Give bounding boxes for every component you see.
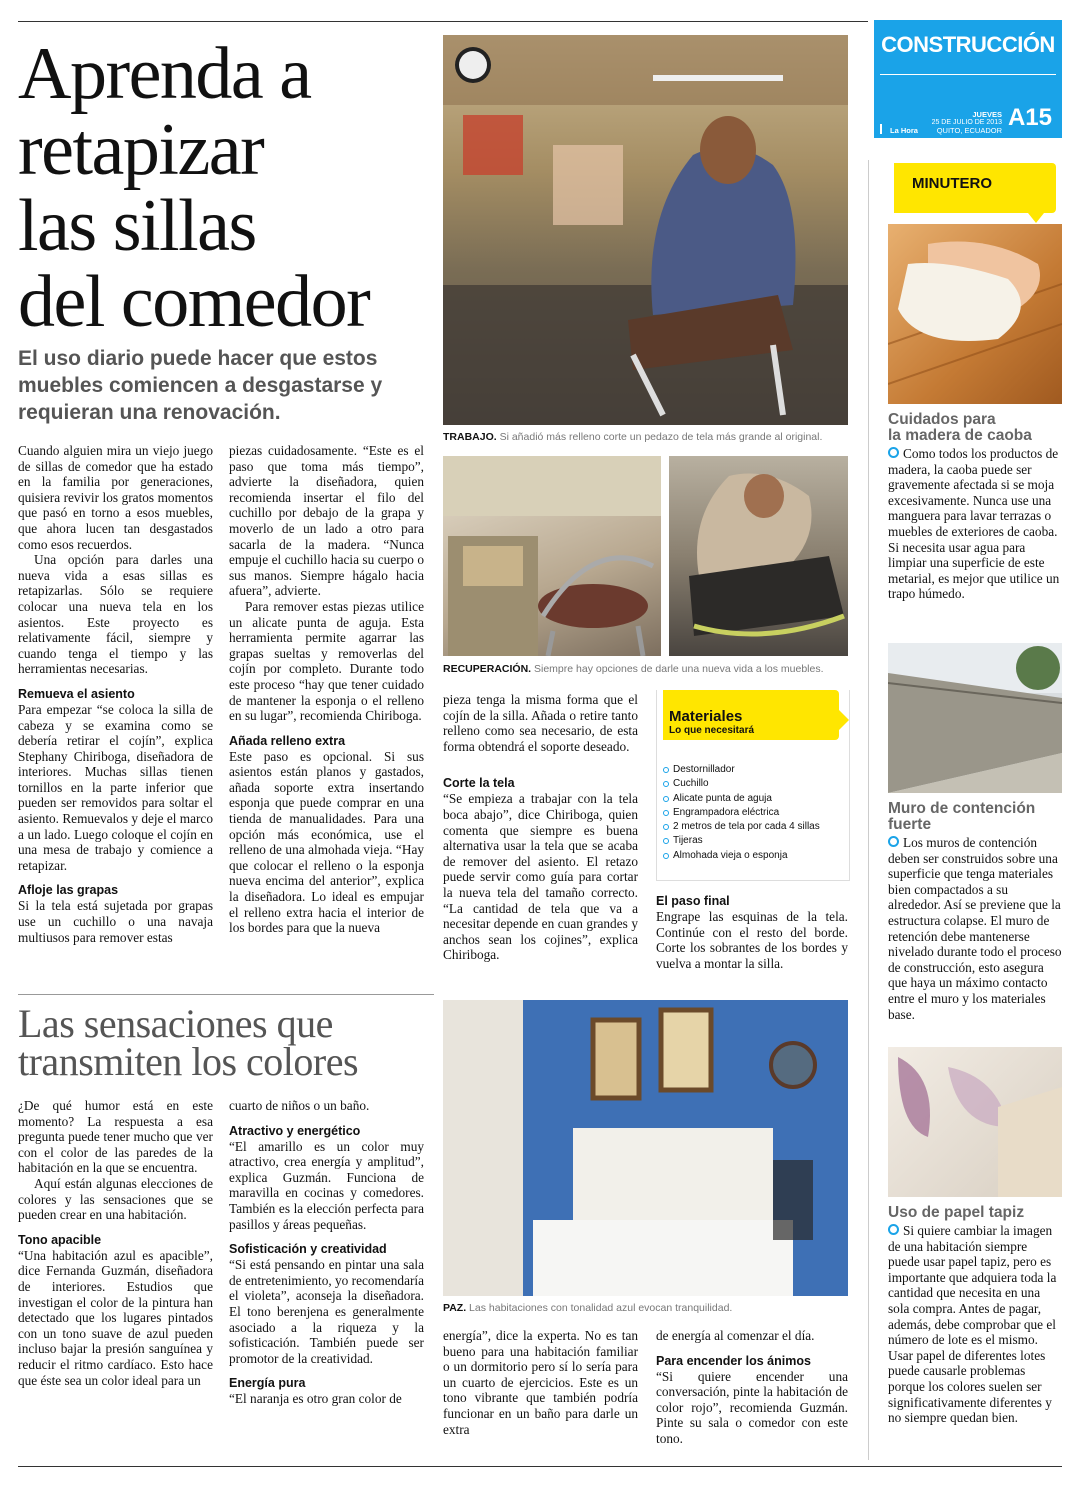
list-item: Cuchillo <box>663 777 843 791</box>
article1-deck: El uso diario puede hacer que estos muebles comiencen a desgastarse y requieran una renovación. <box>18 347 383 424</box>
sidebar-item-title: Uso de papel tapiz <box>888 1204 1025 1221</box>
caption-trabajo: TRABAJO. Si añadió más relleno corte un pedazo de tela más grande al original. <box>443 431 823 443</box>
photo-papel-tapiz <box>888 1047 1062 1197</box>
caption-paz: PAZ. Las habitaciones con tonalidad azul evocan tranquilidad. <box>443 1302 733 1314</box>
sidebar-divider <box>868 160 869 1460</box>
wood-cleaning-illustration <box>888 224 1062 404</box>
list-item: Destornillador <box>663 763 843 777</box>
issue-city: QUITO, ECUADOR <box>936 126 1002 135</box>
article1-col1: Cuando alguien mira un viejo juego de sillas de comedor que ha estado en la familia por generaciones, quisiera revivir los gratos momentos que pasó en torno a esos muebles, que ahora lucen tan desgastados como esos recuerdos. Una opción para darles una nueva vida a esas sillas es retapizarlas. Sólo se requiere colocar una nueva tela en los asientos. Este proyecto es relativamente fácil, siempre y cuando tenga el tiempo y las herramientas necesarias. Remueva el asiento Para empezar “se coloca la silla de cabeza y se examina como se debería retirar el cojín”, explica Stephany Chiriboga, diseñadora de interiores. Muchas sillas tienen tornillos en la parte inferior que pueden ser removidos para soltar el asiento. Remuevalos y deje el marco a un lado. Luego coloque el cojín en una mesa de trabajo y comience a retapizar. Afloje las grapas Si la tela está sujetada por grapas use un cuchillo o una navaja multiusos para remover estas <box>18 443 213 945</box>
sidebar-item-title: Muro de contención fuerte <box>888 800 1036 833</box>
retaining-wall-illustration <box>888 643 1062 793</box>
fabric-samples-illustration <box>443 456 661 656</box>
page-number: A15 <box>1007 104 1052 131</box>
wallpaper-illustration <box>888 1047 1062 1197</box>
bottom-rule <box>18 1466 1062 1467</box>
article2-col2: cuarto de niños o un baño. Atractivo y energético “El amarillo es un color muy atractivo, crea energía y amplitud”, explica Guzmán. Funciona de maravilla en cocinas y comedores. También es la elección perfecta para pasillos y áreas pequeñas. Sofisticación y creatividad “Si está pensando en pintar una sala de entretenimiento, yo recomendaría el violeta”, aconseja la diseñadora. El tono berenjena es generalmente asociado a la riqueza y la sofisticación. También puede ser promotor de la creatividad. Energía pura “El naranja es otro gran color de <box>229 1098 424 1407</box>
article2-col3: energía”, dice la experta. No es tan bueno para una habitación familiar o un dormitorio pero sí lo sería para un cuarto de ejercicios. Este es un tono vibrante que también podría funcionar en un baño para darle un extra <box>443 1328 638 1437</box>
materials-subtitle: Lo que necesitará <box>669 725 755 736</box>
top-rule <box>18 21 868 22</box>
chair-seat-illustration <box>669 456 848 656</box>
photo-trabajo <box>443 35 848 425</box>
bullet-icon <box>888 1224 899 1235</box>
minutero-label: MINUTERO <box>912 175 992 192</box>
list-item: Engrampadora eléctrica <box>663 806 843 820</box>
photo-fabrics <box>443 456 661 656</box>
photo-bedroom <box>443 1000 848 1296</box>
sidebar-item-body: Como todos los productos de madera, la caoba puede ser gravemente afectada si se moja excesivamente. Nunca use una manguera para lavar terrazas o muebles de exteriores de caoba. Si necesita usar agua para limpiar una superficie de este metarial, es mejor que utilice un trapo húmedo. <box>888 446 1060 602</box>
sidebar-item-body: Si quiere cambiar la imagen de una habitación siempre puede usar papel tapiz, pero es importante que adquiera toda la cantidad que necesita en una sola compra. Antes de pagar, además, debe comprobar que el número de lote es el mismo. Usar papel de diferentes lotes puede causarle problemas porque los colores suelen ser significativamente diferentes y no siempre quedan bien. <box>888 1223 1057 1426</box>
list-item: Tijeras <box>663 834 843 848</box>
list-item: Almohada vieja o esponja <box>663 849 843 863</box>
bullet-icon <box>888 836 899 847</box>
photo-chair-seat <box>669 456 848 656</box>
photo-caoba <box>888 224 1062 404</box>
section-header <box>874 20 1062 138</box>
materials-list <box>663 763 843 863</box>
article2-headline: Las sensaciones que transmiten los colores <box>18 1001 359 1084</box>
caption-recuperacion: RECUPERACIÓN. Siempre hay opciones de darle una nueva vida a los muebles. <box>443 663 824 675</box>
article2-col4: de energía al comenzar el día. Para encender los ánimos “Si quiere encender una conversación, pinte la habitación de color rojo”, recomienda Guzmán. Pinte su sala o comedor con este tono. <box>656 1328 848 1446</box>
sidebar-item-3 <box>888 1205 1062 1426</box>
blue-bedroom-illustration <box>443 1000 848 1296</box>
article1-col2: piezas cuidadosamente. “Este es el paso que toma más tiempo”, advierte la diseñadora, quien recomienda insertar el filo del cuchillo por debajo de la grapa y moverlo de un lado a otro para sacarla de la madera. “Nunca empuje el cuchillo hacia su cuerpo o sus manos. Siempre hágalo hacia afuera”, advierte. Para remover estas piezas utilice un alicate punta de aguja. Esta herramienta permite agarrar las grapas sueltas y removerlas del cojín por completo. Durante todo este proceso “hay que tener cuidado de mantener la esponja o el relleno en su lugar”, recomienda Chiriboga. Añada relleno extra Este paso es opcional. Si sus asientos están planos y gastados, añada soporte extra insertando esponja que puede comprar en una tienda de manualidades. Para una opción más económica, use el relleno de una almohada vieja. “Hay que colocar el relleno o la esponja nueva encima del anterior”, explica la diseñadora. Lo ideal es empujar el relleno extra hacia el interior de los bordes para que la nueva <box>229 443 424 936</box>
sidebar-item-1 <box>888 412 1062 602</box>
article1-col3: pieza tenga la misma forma que el cojín de la silla. Añada o retire tanto relleno como sea necesario, de esta forma obtendrá el soporte deseado. Corte la tela “Se empieza a trabajar con la tela boca abajo”, dice Chiriboga, quien comenta que siempre es buena alternativa usar la tela que se acaba de remover del asiento. El retazo puede servir como guía para cortar la nueva tela del tamaño correcto. “La cantidad de tela que va a necesitar depende en cuan grandes y anchos sean los cojines”, explica Chiriboga. <box>443 692 638 963</box>
materials-header <box>663 690 839 740</box>
issue-date: 25 DE JULIO DE 2013 <box>931 119 1002 126</box>
issue-day: JUEVES <box>972 110 1002 119</box>
section-title: CONSTRUCCIÓN <box>881 32 1055 57</box>
minutero-tag <box>894 163 1056 213</box>
paper-name: La Hora <box>890 126 918 135</box>
article1-final: El paso final Engrape las esquinas de la tela. Continúe con el resto del borde. Corte los sobrantes de los bordes y vuelva a montar la silla. <box>656 894 848 971</box>
list-item: Alicate punta de aguja <box>663 792 843 806</box>
article2-col1: ¿De qué humor está en este momento? La respuesta a esa pregunta puede tener mucho que ver con el color de las paredes de la habitación en la que se encuentra. Aquí están algunas elecciones de colores y las sensaciones que se pueden crear en una habitación. Tono apacible “Una habitación azul es apacible”, dice Fernanda Guzmán, diseñadora de interiores. Estudios que investigan el color de la pintura han detectado que los lugares pintados con un tono suave de azul pueden incluso bajar la presión sanguínea y reducir el ritmo cardíaco. Esto hace que éste sea un color ideal para un <box>18 1098 213 1388</box>
article1-headline: Aprenda a retapizar las sillas del comedor <box>18 33 370 343</box>
article2-rule <box>18 994 434 995</box>
upholsterer-illustration <box>443 35 848 425</box>
list-item: 2 metros de tela por cada 4 sillas <box>663 820 843 834</box>
sidebar-item-title: Cuidados para la madera de caoba <box>888 411 1032 444</box>
sidebar-item-2 <box>888 801 1062 1022</box>
bullet-icon <box>888 447 899 458</box>
materials-title: Materiales <box>669 708 743 725</box>
photo-muro <box>888 643 1062 793</box>
sidebar-item-body: Los muros de contención deben ser construidos sobre una superficie que tenga materiales bien compactados a su alrededor. Así se previene que la estructura colapse. El muro de retención debe mantenerse nivelado durante todo el proceso de construcción, esto asegura que haya un máximo contacto entre el muro y los materiales base. <box>888 835 1062 1022</box>
materials-box <box>656 690 850 881</box>
